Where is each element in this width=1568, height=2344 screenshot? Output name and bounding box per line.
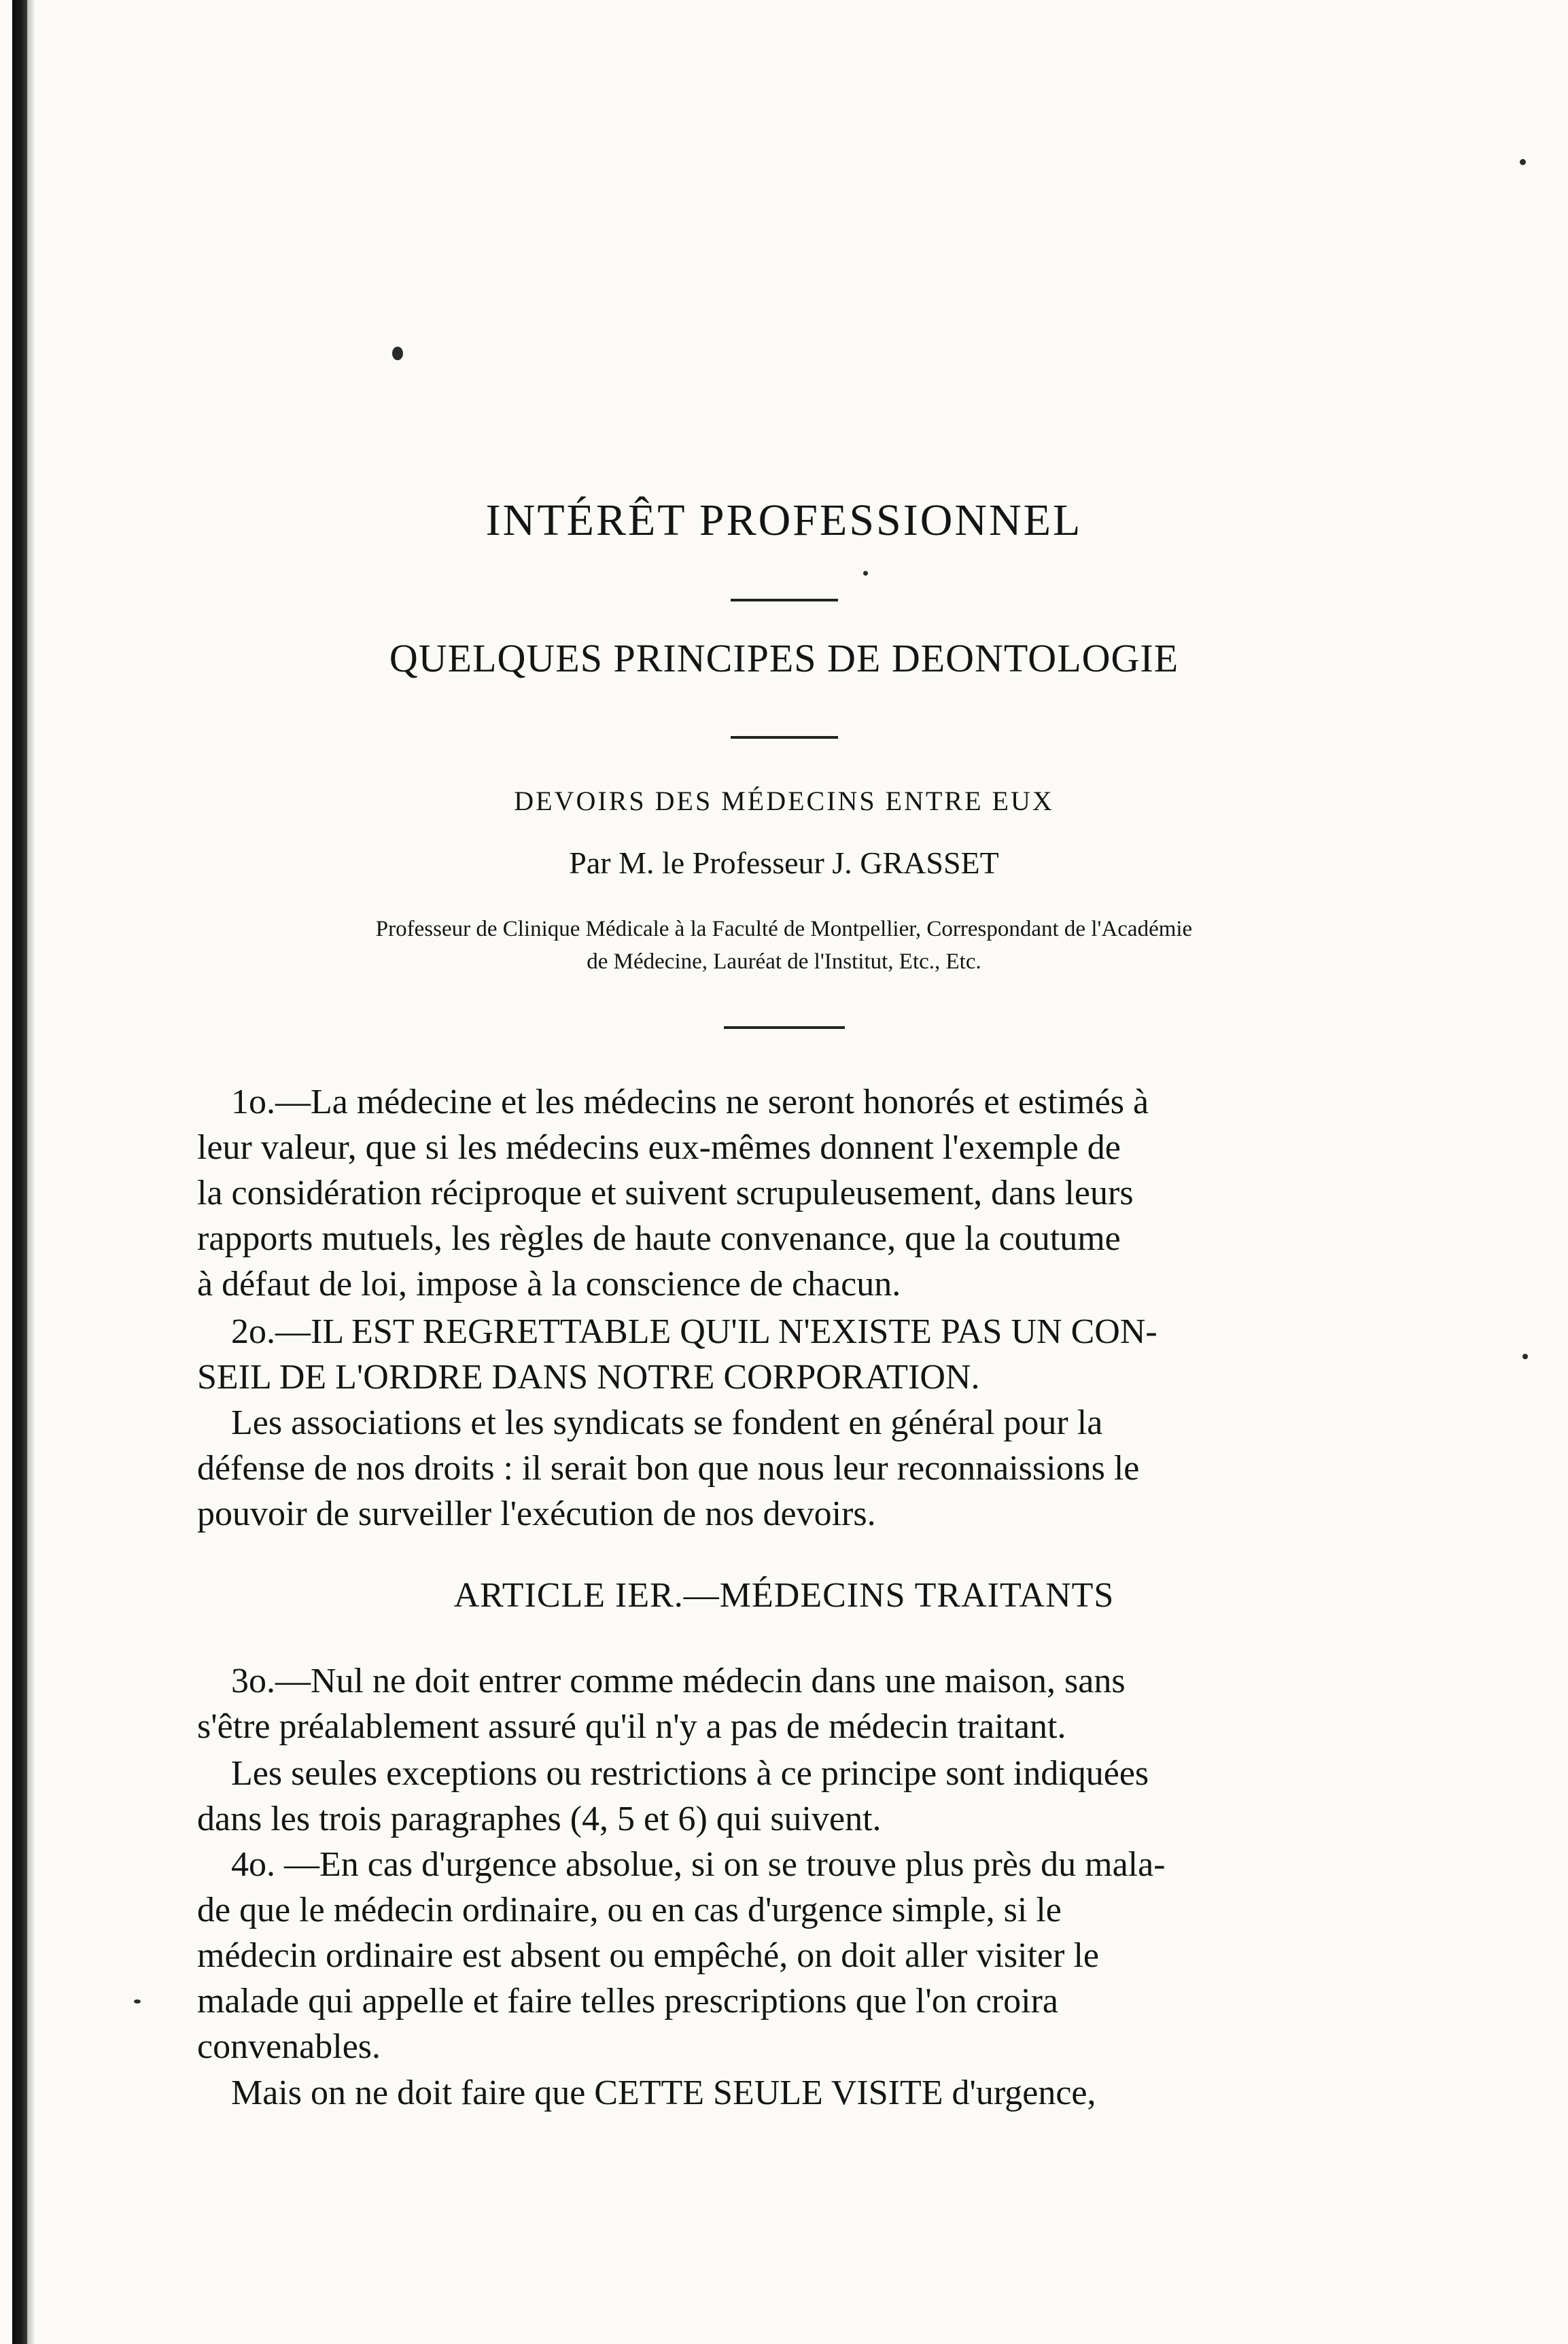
- ink-speck: [1520, 159, 1526, 165]
- subtitle-divider: [731, 736, 838, 739]
- credentials-line-2: de Médecine, Lauréat de l'Institut, Etc., Etc.: [587, 949, 981, 974]
- page-title: INTÉRÊT PROFESSIONNEL: [485, 495, 1083, 545]
- text-line: s'être préalablement assuré qu'il n'y a pas de médecin traitant.: [197, 1707, 1066, 1746]
- text-line: à défaut de loi, impose à la conscience de chacun.: [197, 1265, 901, 1304]
- text-line: rapports mutuels, les règles de haute convenance, que la coutume: [197, 1219, 1121, 1258]
- ink-speck: [392, 347, 403, 360]
- text-line: malade qui appelle et faire telles prescriptions que l'on croira: [197, 1982, 1058, 2021]
- paragraph-2: [197, 1309, 1380, 1400]
- text-line: 2o.—IL EST REGRETTABLE QU'IL N'EXISTE PAS UN CON-: [231, 1312, 1157, 1351]
- text-line: SEIL DE L'ORDRE DANS NOTRE CORPORATION.: [197, 1358, 980, 1397]
- page-subtitle: QUELQUES PRINCIPES DE DEONTOLOGIE: [389, 636, 1179, 680]
- text-line: Les seules exceptions ou restrictions à ce principe sont indiquées: [231, 1754, 1149, 1793]
- text-line: Mais on ne doit faire que CETTE SEULE VISITE d'urgence,: [231, 2074, 1096, 2112]
- author-credentials: [0, 913, 1568, 978]
- text-line: Les associations et les syndicats se fondent en général pour la: [231, 1403, 1103, 1442]
- text-line: la considération réciproque et suivent scrupuleusement, dans leurs: [197, 1174, 1134, 1212]
- text-line: convenables.: [197, 2027, 381, 2066]
- ink-speck: [134, 1999, 141, 2004]
- paragraph-article-4: [197, 1842, 1380, 2069]
- paragraph-mais: [197, 2070, 1380, 2116]
- ink-speck: [1522, 1354, 1528, 1359]
- text-line: pouvoir de surveiller l'exécution de nos devoirs.: [197, 1494, 876, 1533]
- ink-speck: [863, 571, 868, 576]
- text-line: médecin ordinaire est absent ou empêché, on doit aller visiter le: [197, 1936, 1099, 1975]
- paragraph-1: [197, 1079, 1380, 1307]
- text-line: 3o.—Nul ne doit entrer comme médecin dans une maison, sans: [231, 1662, 1126, 1700]
- paragraph-article-3: [197, 1658, 1380, 1749]
- credentials-divider: [724, 1026, 845, 1029]
- credentials-line-1: Professeur de Clinique Médicale à la Faculté de Montpellier, Correspondant de l'Académie: [375, 917, 1193, 941]
- text-line: 4o. —En cas d'urgence absolue, si on se trouve plus près du mala-: [231, 1845, 1166, 1884]
- text-line: leur valeur, que si les médecins eux-mêmes donnent l'exemple de: [197, 1128, 1121, 1167]
- author-line: Par M. le Professeur J. GRASSET: [569, 845, 999, 880]
- article-heading: ARTICLE IER.—MÉDECINS TRAITANTS: [453, 1576, 1115, 1615]
- text-line: défense de nos droits : il serait bon que nous leur reconnaissions le: [197, 1449, 1140, 1488]
- page-binding-edge: [12, 0, 27, 2344]
- title-divider: [731, 599, 838, 601]
- text-line: 1o.—La médecine et les médecins ne seront honorés et estimés à: [231, 1083, 1149, 1121]
- section-heading: DEVOIRS DES MÉDECINS ENTRE EUX: [514, 786, 1054, 816]
- text-line: dans les trois paragraphes (4, 5 et 6) qui suivent.: [197, 1800, 882, 1838]
- binding-shadow: [27, 0, 35, 2344]
- paragraph-exceptions: [197, 1751, 1380, 1842]
- paragraph-3: [197, 1400, 1380, 1537]
- text-line: de que le médecin ordinaire, ou en cas d'urgence simple, si le: [197, 1891, 1062, 1929]
